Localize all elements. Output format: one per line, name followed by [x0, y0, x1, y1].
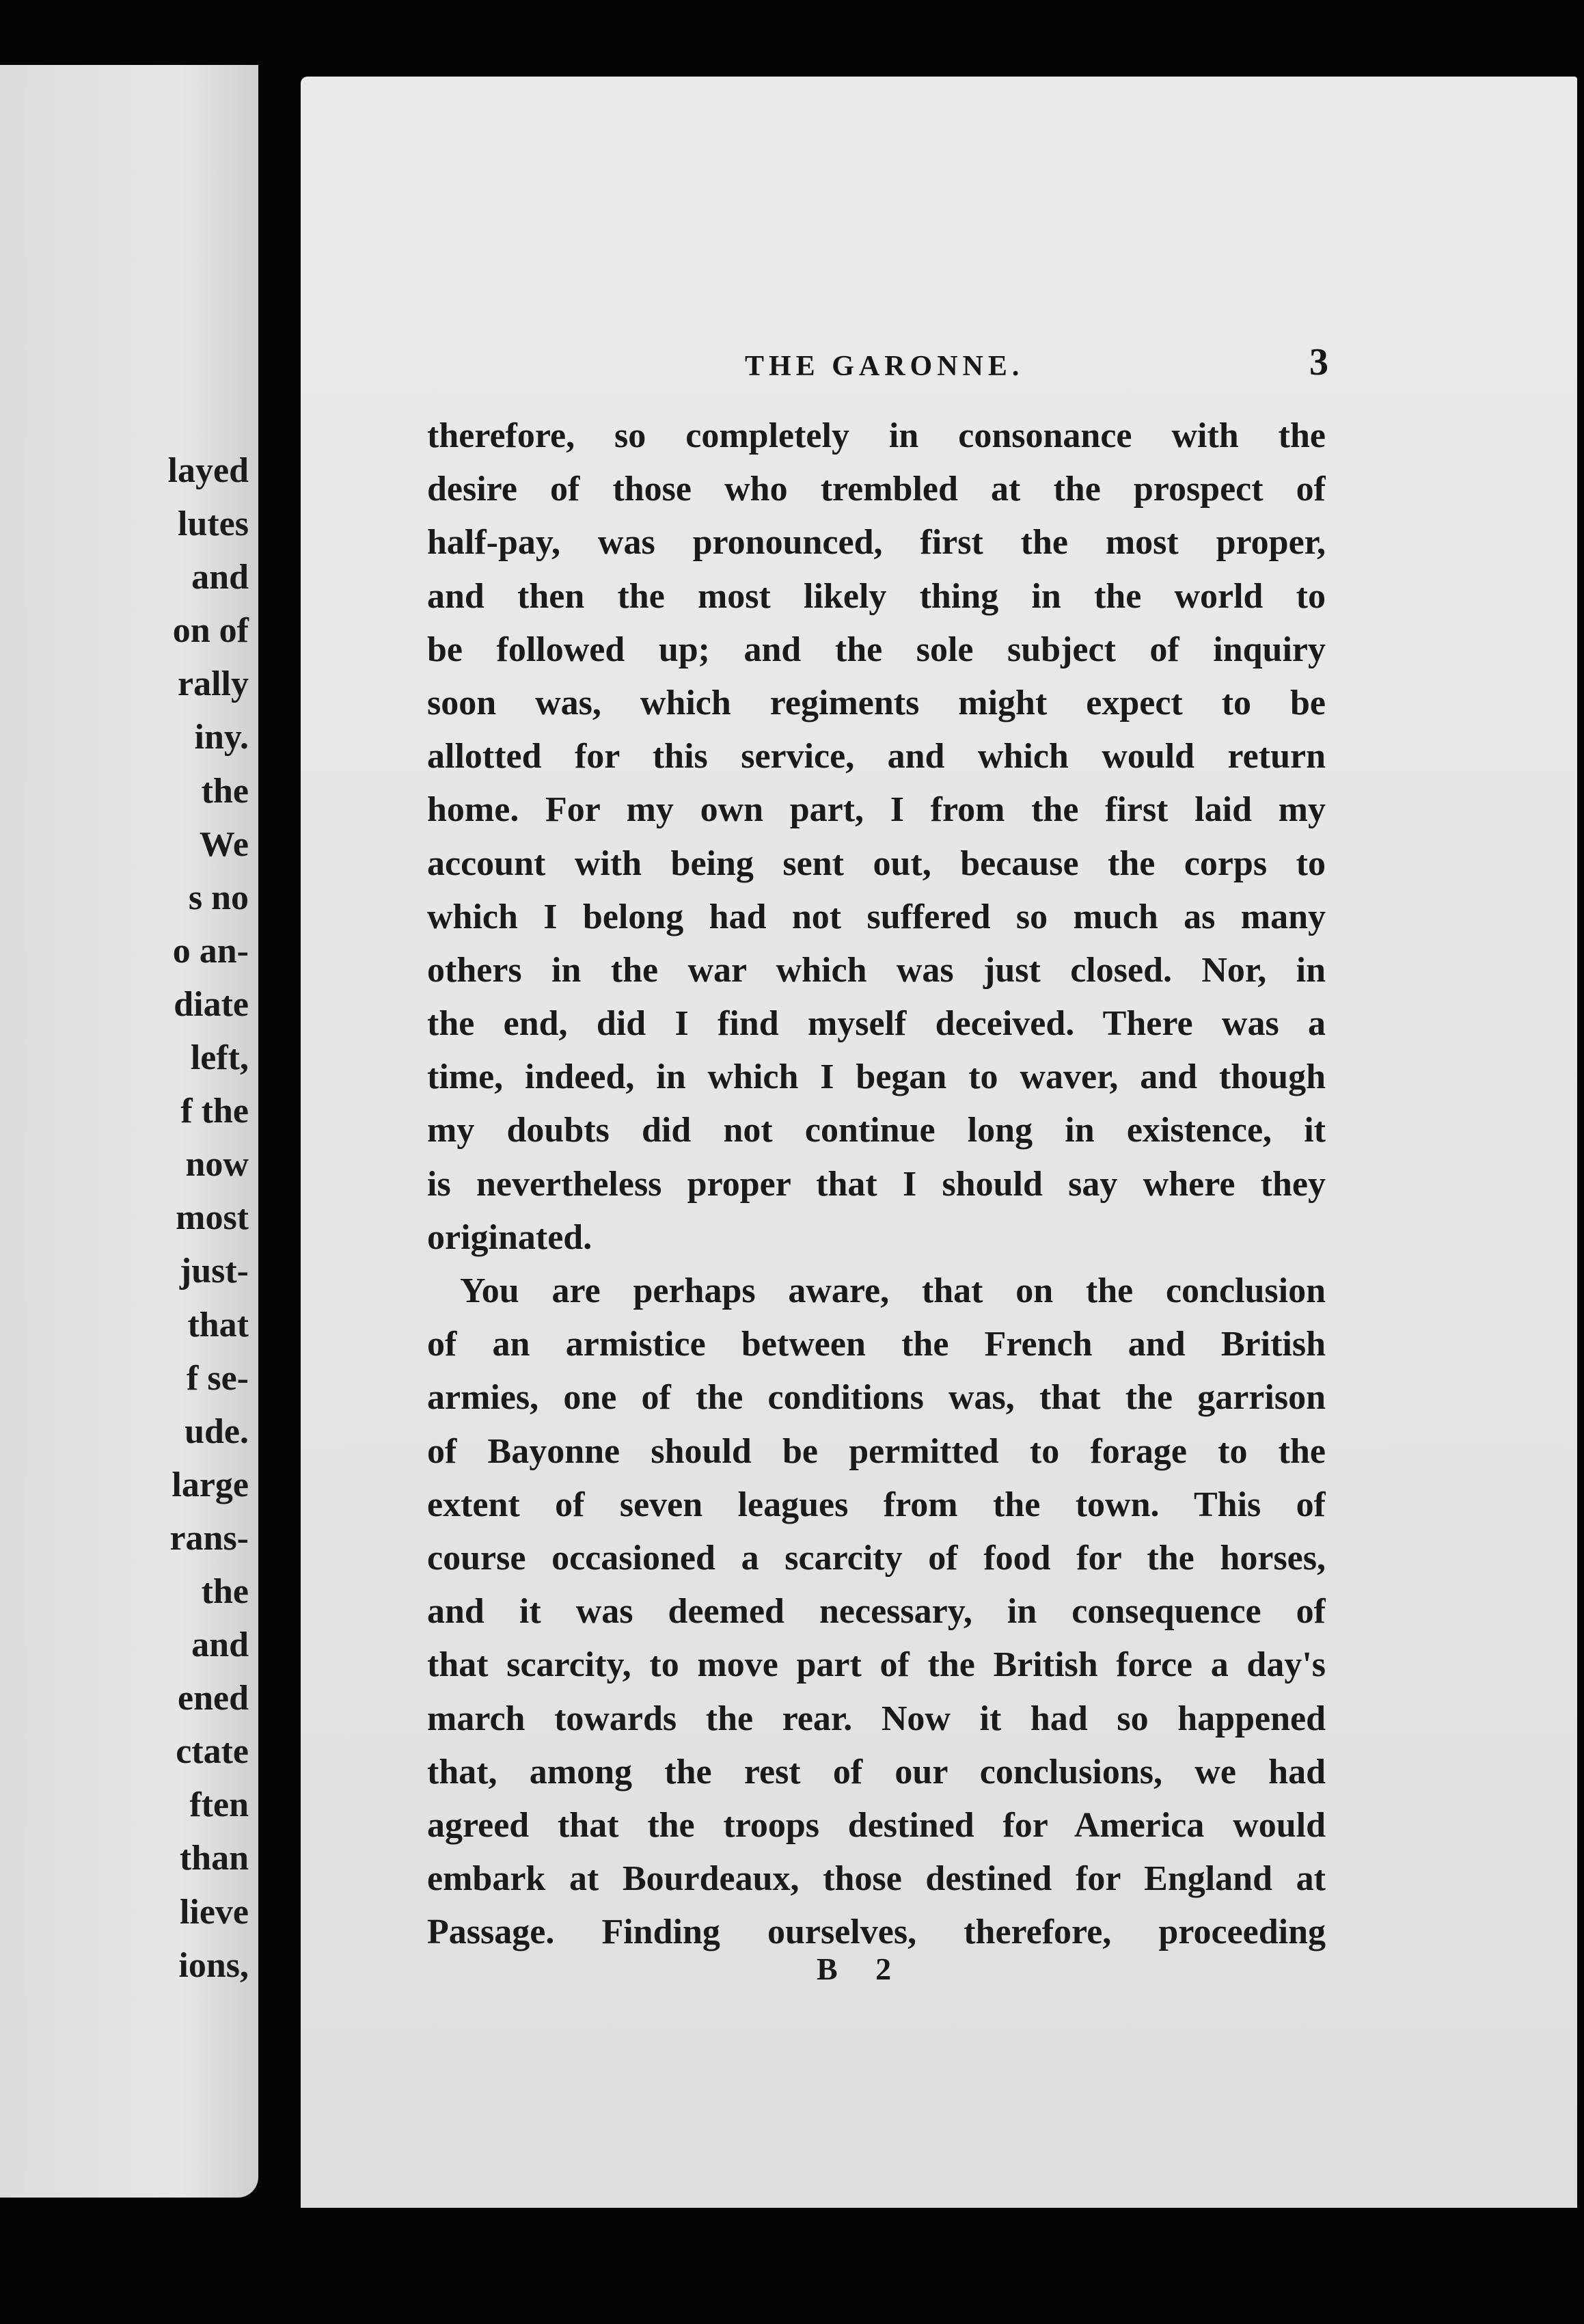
- left-page-line: diate: [174, 984, 249, 1024]
- left-page-line: than: [179, 1839, 249, 1878]
- left-page-line: and: [191, 1625, 249, 1665]
- left-page-line: ften: [189, 1785, 249, 1825]
- page-header: [301, 336, 1577, 405]
- left-page-line: and: [191, 558, 249, 597]
- left-page-line: that: [187, 1305, 249, 1345]
- text-line: You are perhaps aware, that on the conclusion: [460, 1271, 1326, 1310]
- left-page-line: just-: [179, 1252, 249, 1291]
- text-line: march towards the rear. Now it had so happened: [427, 1699, 1326, 1738]
- text-line: of Bayonne should be permitted to forage to the: [427, 1431, 1326, 1471]
- left-page-line: layed: [167, 451, 249, 490]
- signature-mark: B 2: [817, 1951, 907, 1986]
- text-line: account with being sent out, because the corps to: [427, 843, 1326, 883]
- left-page-line: now: [185, 1145, 249, 1185]
- left-page-text: [3, 444, 249, 1992]
- text-line: desire of those who trembled at the prospect of: [427, 470, 1326, 509]
- left-page-line: the: [201, 1571, 249, 1611]
- text-line: others in the war which was just closed. Nor, in: [427, 950, 1326, 990]
- text-line: home. For my own part, I from the first laid my: [427, 790, 1326, 830]
- left-page-line: f se-: [187, 1358, 249, 1398]
- left-page-line: on of: [172, 611, 249, 651]
- left-page-line: We: [199, 824, 249, 864]
- text-line: is nevertheless proper that I should say where they: [427, 1164, 1326, 1204]
- left-page-line: rans-: [169, 1518, 249, 1558]
- text-line: of an armistice between the French and British: [427, 1325, 1326, 1364]
- left-page-edge: [0, 65, 258, 2198]
- left-page-line: large: [172, 1465, 249, 1504]
- text-line: which I belong had not suffered so much as many: [427, 897, 1326, 936]
- left-page-line: most: [176, 1198, 249, 1238]
- page-number: 3: [1309, 341, 1328, 383]
- text-line: half-pay, was pronounced, first the most proper,: [427, 523, 1326, 563]
- left-page-line: iny.: [194, 718, 249, 757]
- text-line: time, indeed, in which I began to waver, and though: [427, 1057, 1326, 1097]
- left-page-line: ctate: [176, 1732, 249, 1772]
- running-head: THE GARONNE.: [745, 351, 1024, 382]
- text-line: therefore, so completely in consonance with the: [427, 416, 1326, 455]
- text-line: my doubts did not continue long in existence, it: [427, 1111, 1326, 1150]
- text-line: extent of seven leagues from the town. This of: [427, 1485, 1326, 1524]
- text-line: embark at Bourdeaux, those destined for England at: [427, 1859, 1326, 1899]
- text-line: soon was, which regiments might expect to be: [427, 683, 1326, 722]
- text-line: armies, one of the conditions was, that the garrison: [427, 1378, 1326, 1418]
- left-page-line: rally: [178, 664, 249, 704]
- text-line: agreed that the troops destined for America would: [427, 1805, 1326, 1845]
- text-line: course occasioned a scarcity of food for the horses,: [427, 1538, 1326, 1578]
- text-line: originated.: [427, 1217, 592, 1257]
- body-text: [427, 409, 1326, 1959]
- left-page-line: o an-: [172, 931, 249, 971]
- book-page: [301, 77, 1577, 2208]
- left-page-line: lutes: [178, 504, 249, 544]
- text-line: and it was deemed necessary, in consequence of: [427, 1592, 1326, 1632]
- left-page-line: s no: [188, 878, 249, 917]
- text-line: Passage. Finding ourselves, therefore, proceeding: [427, 1913, 1326, 1952]
- text-line: and then the most likely thing in the world to: [427, 576, 1326, 616]
- text-line: that scarcity, to move part of the British force a day's: [427, 1645, 1326, 1685]
- text-line: the end, did I find myself deceived. There was a: [427, 1004, 1326, 1044]
- left-page-line: the: [201, 771, 249, 811]
- left-page-line: lieve: [179, 1892, 249, 1932]
- left-page-line: ened: [178, 1679, 249, 1718]
- left-page-line: ude.: [185, 1411, 249, 1451]
- text-line: allotted for this service, and which would return: [427, 737, 1326, 776]
- text-line: that, among the rest of our conclusions, we had: [427, 1752, 1326, 1792]
- left-page-line: left,: [190, 1038, 249, 1078]
- left-page-line: ions,: [178, 1945, 249, 1985]
- text-line: be followed up; and the sole subject of inquiry: [427, 630, 1326, 669]
- left-page-line: f the: [180, 1092, 249, 1131]
